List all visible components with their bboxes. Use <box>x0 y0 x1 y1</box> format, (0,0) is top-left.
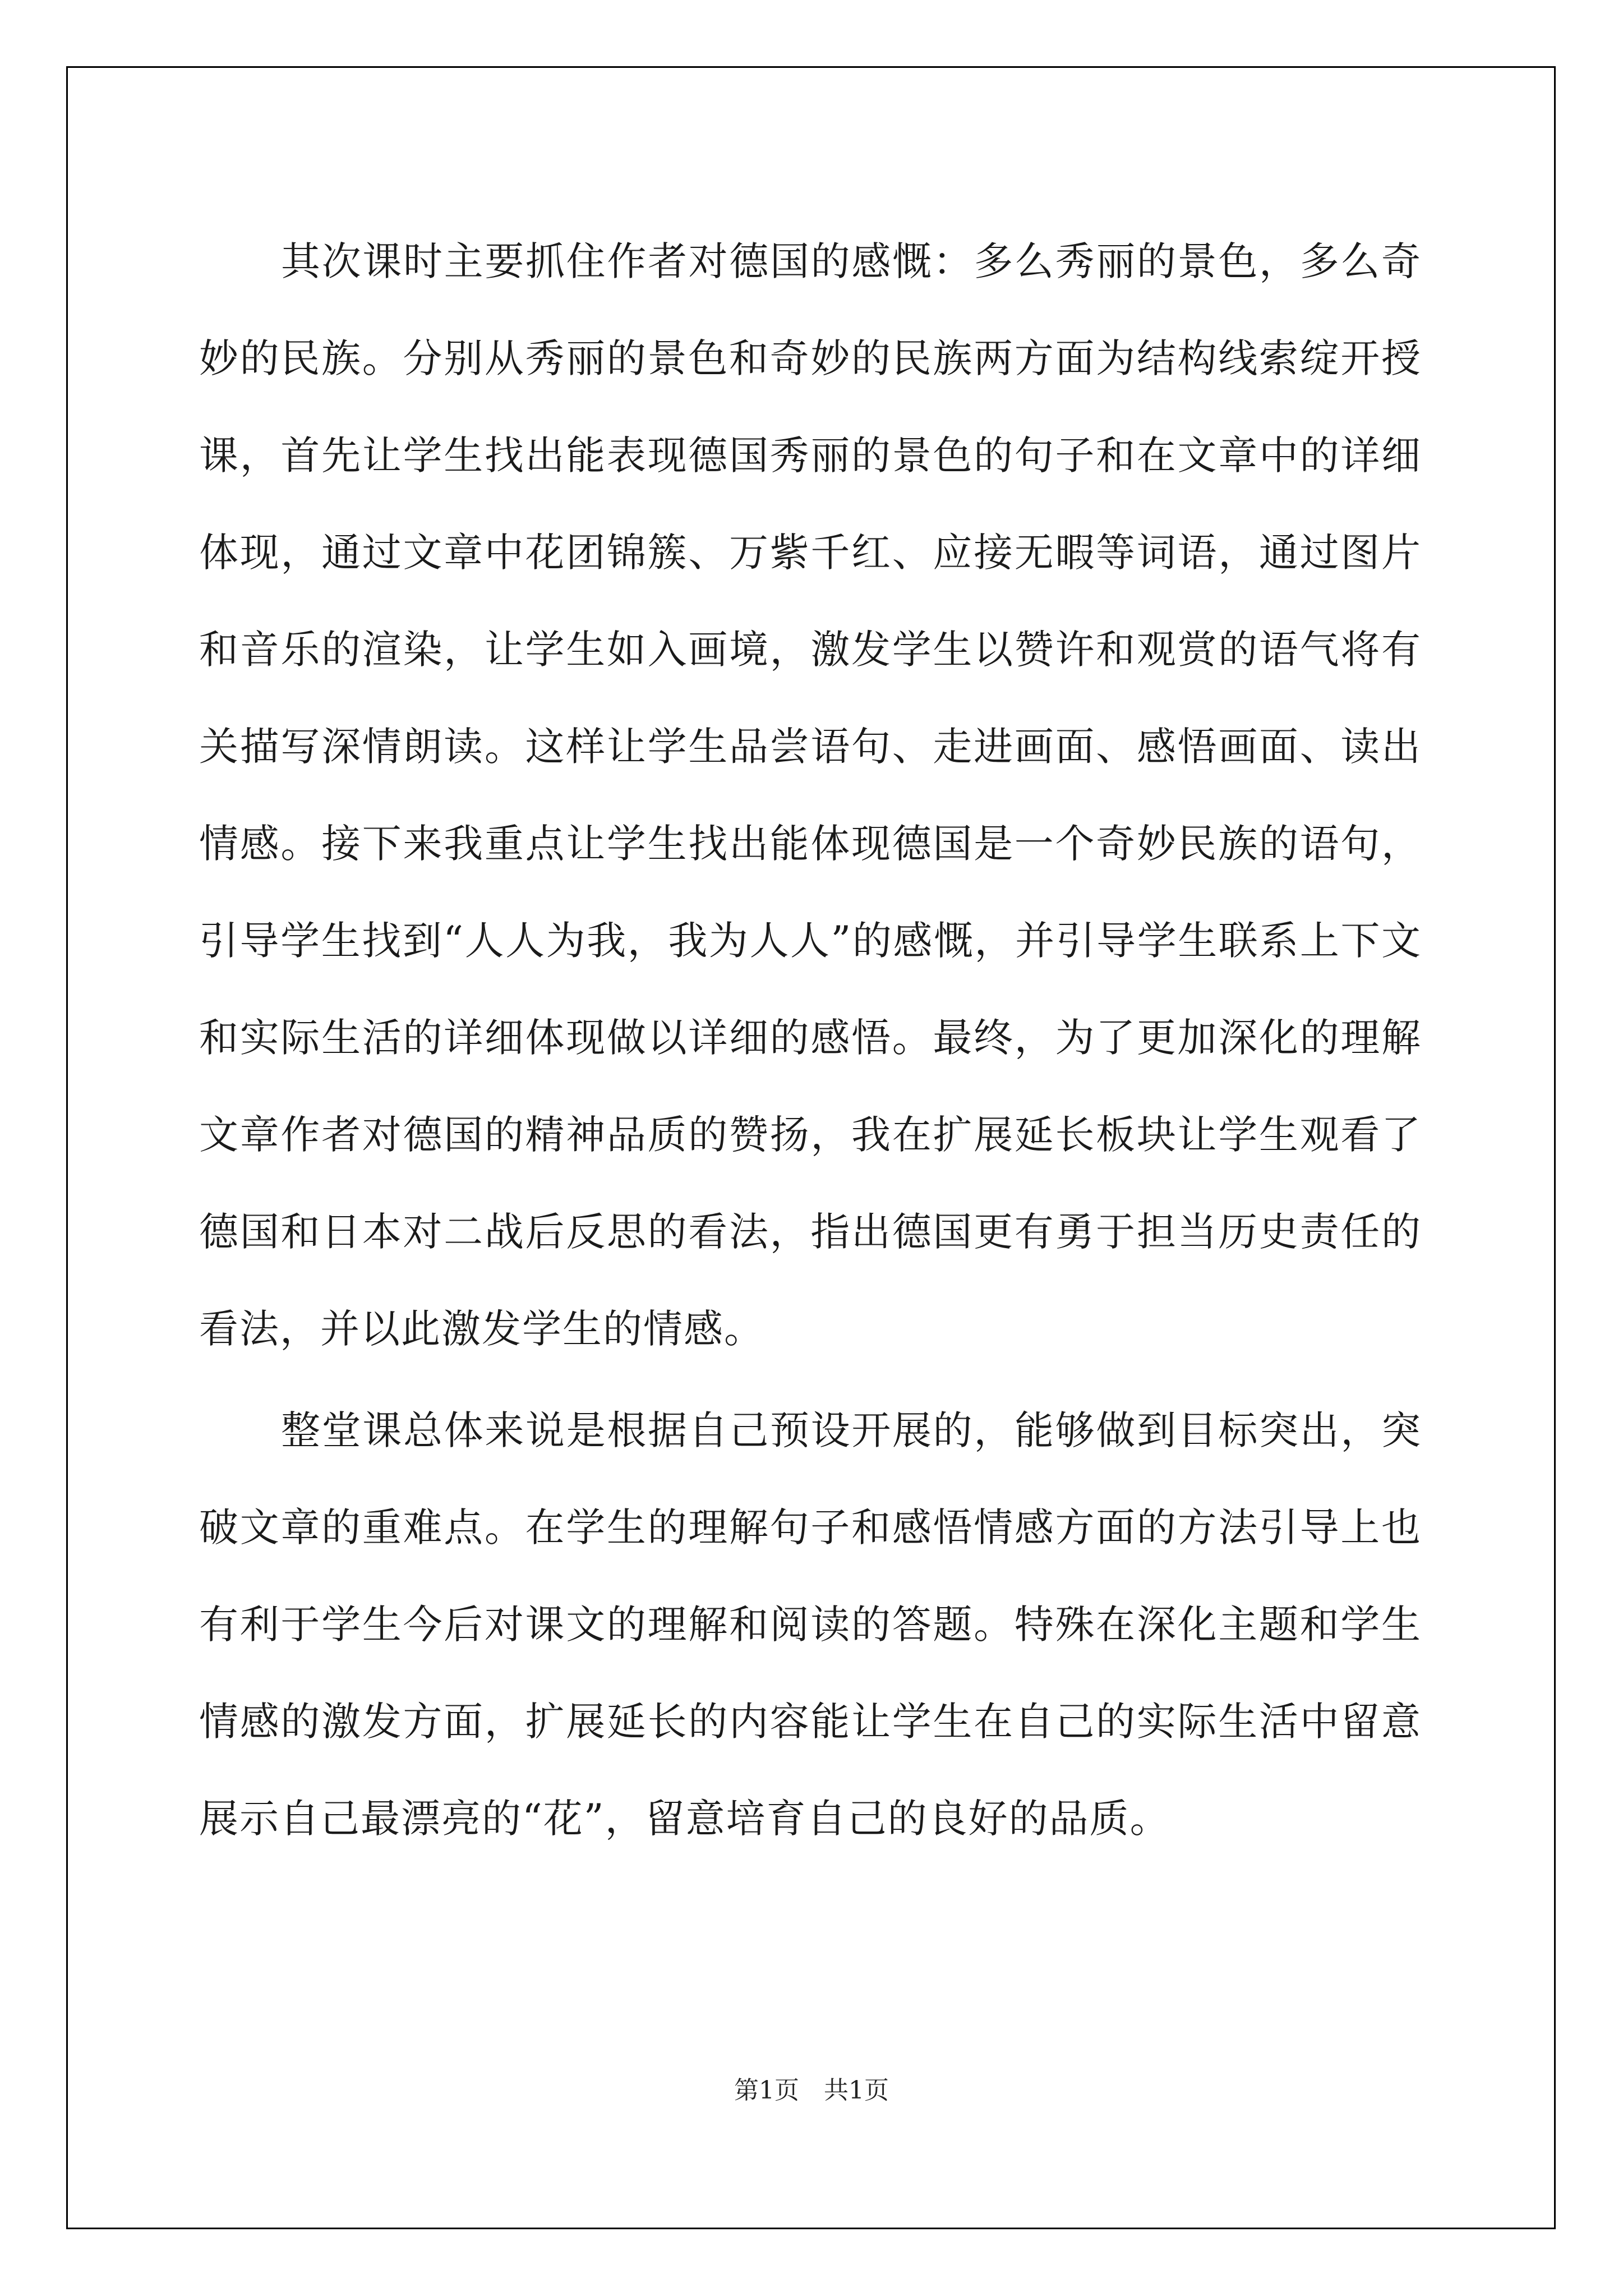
document-body <box>199 213 1422 1867</box>
paragraph-2: 整堂课总体来说是根据自己预设开展的，能够做到目标突出，突破文章的重难点。在学生的理解句子和感悟情感方面的方法引导上也有利于学生今后对课文的理解和阅读的答题。特殊在深化主题和学生情感的激发方面，扩展延长的内容能让学生在自己的实际生活中留意展示自己最漂亮的“花”，留意培育自己的良好的品质。 <box>199 1407 1422 1842</box>
paragraph-1: 其次课时主要抓住作者对德国的感慨：多么秀丽的景色，多么奇妙的民族。分别从秀丽的景色和奇妙的民族两方面为结构线索绽开授课，首先让学生找出能表现德国秀丽的景色的句子和在文章中的详细体现，通过文章中花团锦簇、万紫千红、应接无暇等词语，通过图片和音乐的渲染，让学生如入画境，激发学生以赞许和观赏的语气将有关描写深情朗读。这样让学生品尝语句、走进画面、感悟画面、读出情感。接下来我重点让学生找出能体现德国是一个奇妙民族的语句，引导学生找到“人人为我，我为人人”的感慨，并引导学生联系上下文和实际生活的详细体现做以详细的感悟。最终，为了更加深化的理解文章作者对德国的精神品质的赞扬，我在扩展延长板块让学生观看了德国和日本对二战后反思的看法，指出德国更有勇于担当历史责任的看法，并以此激发学生的情感。 <box>199 238 1422 1352</box>
page-number-footer: 第1页 共1页 <box>734 2076 889 2105</box>
